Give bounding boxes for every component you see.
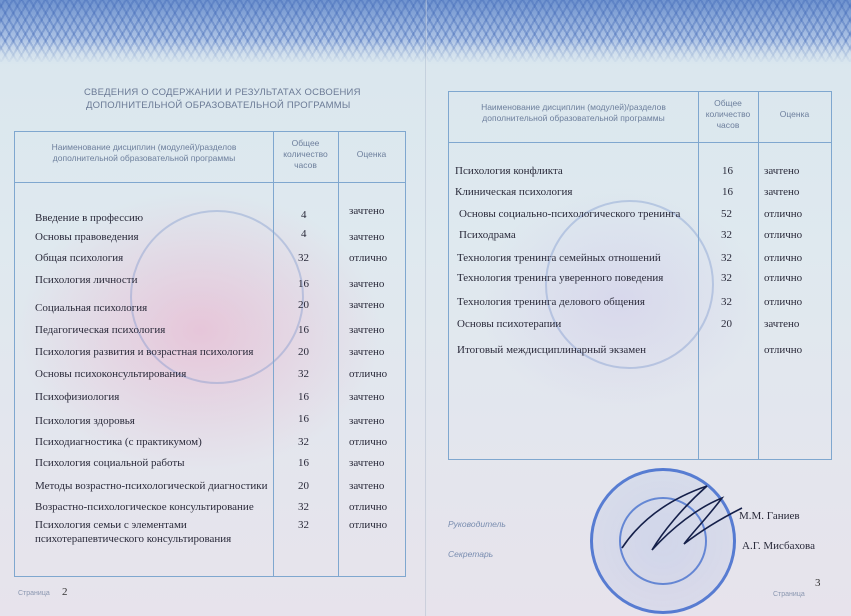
- hours-value: 16: [722, 186, 733, 198]
- discipline-name: Психофизиология: [35, 391, 120, 403]
- table-row: [449, 205, 831, 223]
- hours-value: 32: [298, 501, 309, 513]
- grade-value: зачтено: [764, 318, 800, 330]
- table-row: [15, 433, 405, 451]
- discipline-name-line2: психотерапевтического консультирования: [35, 533, 232, 545]
- left-grades-table: [14, 131, 406, 577]
- hours-value: 16: [722, 165, 733, 177]
- left-header-discipline: Наименование дисциплин (модулей)/разделов дополнительной образовательной программы: [51, 142, 237, 163]
- discipline-name: Технология тренинга семейных отношений: [457, 252, 661, 264]
- discipline-name-line1: Психология семьи с элементами: [35, 519, 187, 531]
- grade-value: зачтено: [349, 346, 385, 358]
- right-grades-table: [448, 91, 832, 460]
- role-secretary: Секретарь: [448, 549, 494, 559]
- hours-value: 4: [301, 209, 307, 221]
- grade-value: отлично: [349, 436, 388, 448]
- discipline-name: Педагогическая психология: [35, 324, 166, 336]
- grade-value: отлично: [349, 501, 388, 513]
- hours-value: 16: [298, 391, 309, 403]
- table-row: [15, 477, 405, 495]
- role-head: Руководитель: [448, 519, 506, 529]
- grade-value: отлично: [764, 344, 803, 356]
- left-header-hours: Общее количество часов: [283, 138, 328, 170]
- hours-value: 32: [721, 296, 732, 308]
- grade-value: зачтено: [349, 231, 385, 243]
- hours-value: 16: [298, 278, 309, 290]
- discipline-name: Возрастно-психологическое консультирование: [35, 501, 254, 513]
- discipline-name: Введение в профессию: [35, 212, 144, 224]
- discipline-name: Технология тренинга уверенного поведения: [457, 272, 664, 284]
- grade-value: зачтено: [349, 205, 385, 217]
- grade-value: зачтено: [349, 324, 385, 336]
- left-header-grade: Оценка: [356, 149, 387, 159]
- grade-value: отлично: [764, 296, 803, 308]
- table-row: [449, 293, 831, 311]
- hours-value: 32: [298, 252, 309, 264]
- table-row: [15, 249, 405, 267]
- table-row: [15, 498, 405, 516]
- hours-value: 32: [298, 519, 309, 531]
- grade-value: отлично: [349, 252, 388, 264]
- table-row: [449, 226, 831, 244]
- table-row: [15, 271, 405, 289]
- table-row: [15, 228, 405, 246]
- hours-value: 16: [298, 457, 309, 469]
- table-row: [15, 388, 405, 406]
- discipline-name: Основы правоведения: [35, 231, 139, 243]
- table-row: [449, 315, 831, 333]
- discipline-name: Методы возрастно-психологической диагностики: [35, 480, 268, 492]
- grade-value: зачтено: [349, 299, 385, 311]
- discipline-name: Основы социально-психологического тренинга: [459, 208, 681, 220]
- hours-value: 20: [298, 346, 309, 358]
- discipline-name: Психология развития и возрастная психология: [35, 346, 254, 358]
- table-row: [449, 162, 831, 180]
- right-header-grade: Оценка: [779, 109, 810, 119]
- grade-value: зачтено: [764, 186, 800, 198]
- table-row: [15, 454, 405, 472]
- left-page-heading: СВЕДЕНИЯ О СОДЕРЖАНИИ И РЕЗУЛЬТАТАХ ОСВОЕНИЯ ДОПОЛНИТЕЛЬНОЙ ОБРАЗОВАТЕЛЬНОЙ ПРОГРАММЫ: [84, 87, 361, 111]
- grade-value: зачтено: [349, 391, 385, 403]
- grade-value: зачтено: [764, 165, 800, 177]
- hours-value: 16: [298, 324, 309, 336]
- table-row: [15, 205, 405, 227]
- hours-value: 52: [721, 208, 732, 220]
- table-row: [15, 365, 405, 383]
- table-row: [449, 249, 831, 267]
- page-fold: [425, 0, 427, 616]
- table-row: [15, 412, 405, 430]
- discipline-name: Психология конфликта: [455, 165, 563, 177]
- grade-value: зачтено: [349, 457, 385, 469]
- hours-value: 16: [298, 413, 309, 425]
- grade-value: отлично: [764, 252, 803, 264]
- grade-value: зачтено: [349, 415, 385, 427]
- page-label-right: Страница: [773, 591, 805, 598]
- grade-value: отлично: [764, 229, 803, 241]
- discipline-name: Общая психология: [35, 252, 124, 264]
- grade-value: зачтено: [349, 278, 385, 290]
- discipline-name: Психология личности: [35, 274, 138, 286]
- hours-value: 20: [721, 318, 732, 330]
- discipline-name: Психология социальной работы: [35, 457, 185, 469]
- page-number-right: 3: [815, 577, 821, 589]
- table-row: [15, 299, 405, 317]
- table-row: [449, 183, 831, 201]
- discipline-name: Психодрама: [459, 229, 516, 241]
- discipline-name: Итоговый междисциплинарный экзамен: [457, 344, 646, 356]
- grade-value: отлично: [349, 519, 388, 531]
- hours-value: 32: [721, 272, 732, 284]
- secretary-name: А.Г. Мисбахова: [742, 540, 815, 552]
- table-row: [15, 517, 405, 549]
- discipline-name: Психология здоровья: [35, 415, 135, 427]
- table-row: [15, 321, 405, 339]
- table-row: [449, 341, 831, 359]
- page-label-left: Страница: [18, 590, 50, 597]
- discipline-name: Социальная психология: [35, 302, 148, 314]
- grade-value: зачтено: [349, 480, 385, 492]
- right-header-discipline: Наименование дисциплин (модулей)/разделов дополнительной образовательной программы: [481, 102, 666, 123]
- discipline-name: Основы психоконсультирования: [35, 368, 187, 380]
- discipline-name: Клиническая психология: [455, 186, 573, 198]
- discipline-name: Основы психотерапии: [457, 318, 562, 330]
- page-number-left: 2: [62, 586, 68, 598]
- grade-value: отлично: [764, 272, 803, 284]
- right-header-hours: Общее количество часов: [705, 98, 751, 130]
- discipline-name: Технология тренинга делового общения: [457, 296, 645, 308]
- discipline-name: Психодиагностика (с практикумом): [35, 436, 202, 448]
- grade-value: отлично: [764, 208, 803, 220]
- hours-value: 20: [298, 480, 309, 492]
- hours-value: 32: [298, 368, 309, 380]
- hours-value: 32: [721, 252, 732, 264]
- hours-value: 32: [721, 229, 732, 241]
- table-row: [449, 269, 831, 287]
- hours-value: 32: [298, 436, 309, 448]
- head-name: М.М. Ганиев: [739, 510, 800, 522]
- hours-value: 20: [298, 299, 309, 311]
- table-row: [15, 343, 405, 361]
- hours-value: 4: [301, 228, 307, 240]
- grade-value: отлично: [349, 368, 388, 380]
